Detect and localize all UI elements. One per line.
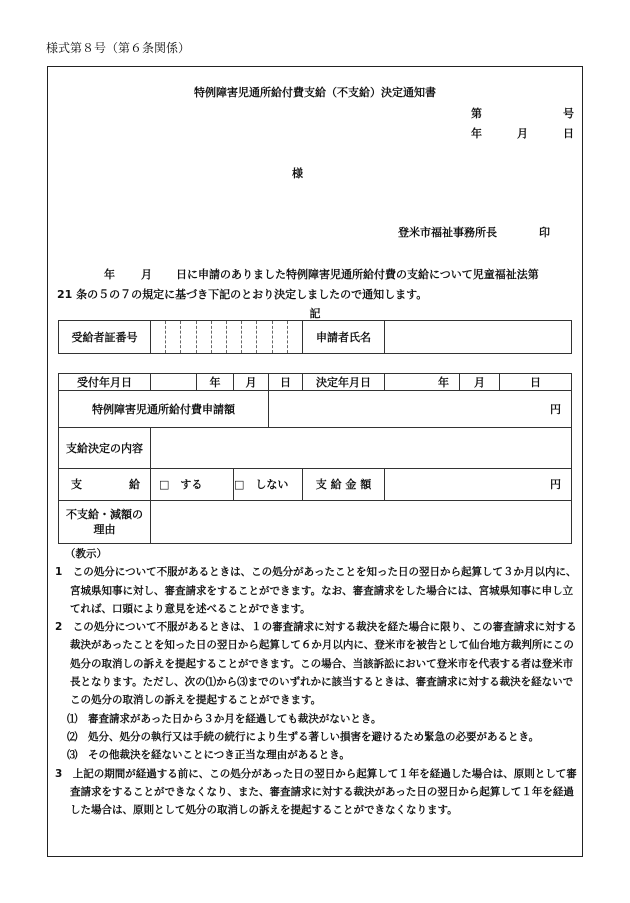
document-title: 特例障害児通所給付費支給（不支給）決定通知書 bbox=[194, 86, 436, 99]
decision-month: 月 bbox=[460, 374, 500, 391]
notice-subitem-2: ⑵ 処分、処分の執行又は手続の続行により生ずる著しい損害を避けるため緊急の必要があるとき。 bbox=[67, 730, 540, 743]
body-text-line1: 日に申請のありました特例障害児通所給付費の支給について児童福祉法第 bbox=[176, 268, 539, 281]
received-date-field[interactable] bbox=[151, 374, 197, 391]
decision-content-label: 支給決定の内容 bbox=[59, 427, 151, 468]
digit-box bbox=[212, 321, 227, 353]
applicant-name-field[interactable] bbox=[385, 321, 572, 354]
digit-box bbox=[227, 321, 242, 353]
payment-amount-field[interactable]: 円 bbox=[385, 468, 572, 501]
notice-item-3: 3 上記の期間が経過する前に、この処分があった日の翌日から起算して１年を経過した場合は、原則として審査請求をすることができなくなり、また、審査請求に対する裁決があった日の翌日から起算して１年を経過した場合は、原則として処分の取消しの訴えを提起することができなくなります。 bbox=[55, 767, 577, 817]
decision-day: 日 bbox=[500, 374, 572, 391]
number-prefix: 第 bbox=[471, 107, 482, 120]
number-suffix: 号 bbox=[563, 107, 574, 120]
received-date-label: 受付年月日 bbox=[59, 374, 151, 391]
ki-heading: 記 bbox=[309, 307, 321, 320]
digit-box bbox=[257, 321, 272, 353]
recipient-number-boxes[interactable] bbox=[151, 321, 303, 354]
issue-date-year: 年 bbox=[471, 127, 482, 140]
body-year: 年 bbox=[104, 268, 115, 281]
form-number-label: 様式第８号（第６条関係） bbox=[46, 41, 191, 55]
amount-requested-label: 特例障害児通所給付費申請額 bbox=[59, 391, 269, 428]
option-yes-checkbox[interactable]: □ する bbox=[151, 468, 234, 501]
applicant-name-label: 申請者氏名 bbox=[303, 321, 385, 354]
body-month: 月 bbox=[141, 268, 152, 281]
recipient-table bbox=[58, 320, 572, 354]
decision-table bbox=[58, 373, 572, 544]
issuer-name: 登米市福祉事務所長 bbox=[398, 226, 497, 239]
received-month: 月 bbox=[234, 374, 269, 391]
decision-year: 年 bbox=[385, 374, 460, 391]
amount-requested-field[interactable]: 円 bbox=[269, 391, 572, 428]
notice-heading: （教示） bbox=[65, 548, 107, 560]
notice-item-1: 1 この処分について不服があるときは、この処分があったことを知った日の翌日から起算して３か月以内に、宮城県知事に対し、審査請求をすることができます。なお、審査請求をした場合には、宮城県知事に申し立てれば、口頭により意見を述べることができます。 bbox=[55, 566, 577, 615]
issue-date-day: 日 bbox=[563, 127, 574, 140]
digit-box bbox=[197, 321, 212, 353]
digit-box bbox=[242, 321, 257, 353]
recipient-number-label: 受給者証番号 bbox=[59, 321, 151, 354]
reason-field[interactable] bbox=[151, 501, 572, 544]
decision-date-label: 決定年月日 bbox=[303, 374, 385, 391]
digit-box bbox=[273, 321, 288, 353]
issue-date-month: 月 bbox=[517, 127, 528, 140]
shikyu-label: 支 給 bbox=[59, 468, 151, 501]
seal-mark: 印 bbox=[539, 226, 550, 239]
received-year: 年 bbox=[197, 374, 234, 391]
appeal-notice bbox=[55, 545, 583, 819]
digit-box bbox=[288, 321, 302, 353]
payment-amount-label: 支 給 金 額 bbox=[303, 468, 385, 501]
digit-box bbox=[151, 321, 166, 353]
option-no-checkbox[interactable]: □ しない bbox=[234, 468, 303, 501]
notice-subitem-3: ⑶ その他裁決を経ないことにつき正当な理由があるとき。 bbox=[67, 749, 350, 762]
digit-box bbox=[166, 321, 181, 353]
decision-content-field[interactable] bbox=[151, 427, 572, 468]
digit-box bbox=[181, 321, 196, 353]
addressee-suffix: 様 bbox=[292, 167, 303, 180]
received-day: 日 bbox=[269, 374, 303, 391]
notice-item-2: 2 この処分について不服があるときは、１の審査請求に対する裁決を経た場合に限り、この審査請求に対する裁決があったことを知った日の翌日から起算して６か月以内に、登米市を被告として仙台地方裁判所にこの処分の取消しの訴えを提起することができます。この場合、当該訴訟において登米市を代表する者は登米市長となります。ただし、次の⑴から⑶までのいずれかに該当するときは、審査請求に対する裁決を経ないでこの処分の取消しの訴えを提起することができます。 bbox=[55, 621, 577, 707]
notice-subitem-1: ⑴ 審査請求があった日から３か月を経過しても裁決がないとき。 bbox=[67, 712, 382, 725]
reason-label: 不支給・減額の 理由 bbox=[59, 501, 151, 544]
body-text-line2: 21 条の５の７の規定に基づき下記のとおり決定しましたので通知します。 bbox=[57, 288, 428, 301]
